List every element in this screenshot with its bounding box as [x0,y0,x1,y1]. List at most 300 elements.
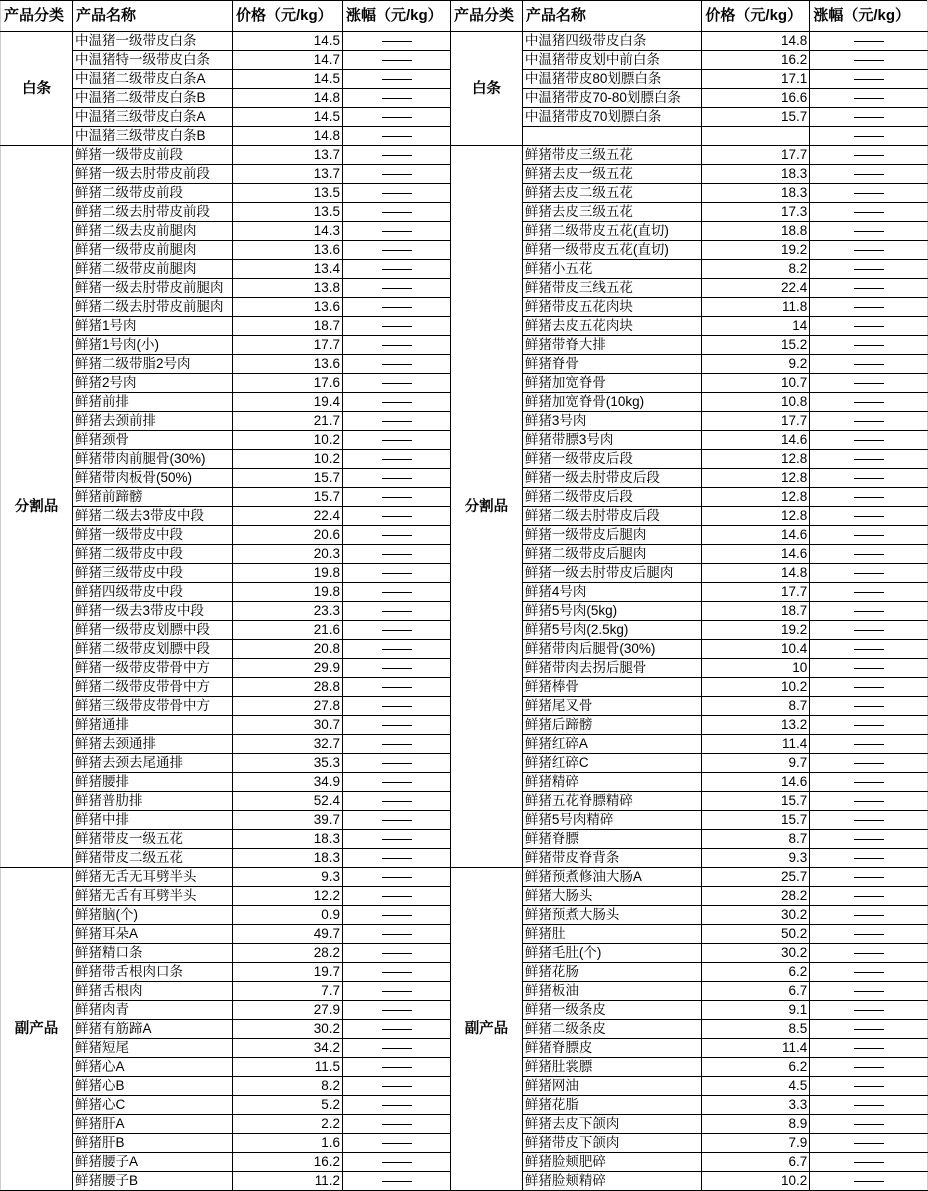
product-name-cell: 鲜猪加宽脊骨 [522,374,702,393]
change-cell [810,773,928,792]
price-cell: 8.2 [702,260,810,279]
dash-placeholder-icon [382,592,412,593]
dash-placeholder-icon [382,782,412,783]
change-cell [343,507,451,526]
price-cell: 14.5 [233,108,343,127]
change-cell [343,108,451,127]
price-cell: 18.3 [233,849,343,868]
change-cell [810,51,928,70]
product-name-cell: 鲜猪普肋排 [73,792,233,811]
table-row [451,678,928,697]
change-cell [810,146,928,165]
table-row [451,526,928,545]
change-cell [343,1058,451,1077]
table-row [451,773,928,792]
change-cell [343,1039,451,1058]
table-row [451,735,928,754]
price-table-left [0,0,451,1191]
dash-placeholder-icon [382,1105,412,1106]
dash-placeholder-icon [854,706,884,707]
dash-placeholder-icon [382,136,412,137]
change-cell [343,1001,451,1020]
price-cell: 14.6 [702,773,810,792]
dash-placeholder-icon [854,478,884,479]
change-cell [810,374,928,393]
dash-placeholder-icon [382,573,412,574]
dash-placeholder-icon [382,250,412,251]
change-cell [810,1153,928,1172]
product-name-cell: 中温猪带皮70-80划膘白条 [522,89,702,108]
product-name-cell: 鲜猪一级带皮划膘中段 [73,621,233,640]
dash-placeholder-icon [382,896,412,897]
dash-placeholder-icon [382,1181,412,1182]
change-cell [343,925,451,944]
product-name-cell: 鲜猪腰子B [73,1172,233,1191]
dash-placeholder-icon [382,345,412,346]
product-name-cell: 鲜猪带皮下颌肉 [522,1134,702,1153]
dash-placeholder-icon [854,782,884,783]
product-name-cell: 鲜猪网油 [522,1077,702,1096]
change-cell [810,108,928,127]
product-name-cell: 鲜猪去皮下颌肉 [522,1115,702,1134]
price-cell: 12.8 [702,507,810,526]
dash-placeholder-icon [854,212,884,213]
change-cell [343,1115,451,1134]
change-cell [810,963,928,982]
dash-placeholder-icon [854,554,884,555]
table-row [451,70,928,89]
category-cell: 副产品 [451,868,523,1191]
change-cell [810,526,928,545]
table-row [451,1058,928,1077]
change-cell [343,298,451,317]
dash-placeholder-icon [854,41,884,42]
dash-placeholder-icon [382,459,412,460]
product-name-cell: 鲜猪一级去肘带皮后段 [522,469,702,488]
change-cell [810,89,928,108]
product-name-cell: 鲜猪一级带皮带骨中方 [73,659,233,678]
change-cell [343,317,451,336]
table-row [1,146,451,165]
table-row [451,1096,928,1115]
product-name-cell: 鲜猪前蹄髈 [73,488,233,507]
price-cell: 35.3 [233,754,343,773]
table-row [451,355,928,374]
change-cell [810,792,928,811]
price-cell: 10.8 [702,393,810,412]
product-name-cell: 鲜猪带皮五花肉块 [522,298,702,317]
dash-placeholder-icon [382,991,412,992]
price-cell: 52.4 [233,792,343,811]
price-cell: 20.8 [233,640,343,659]
table-row [451,1153,928,1172]
change-cell [810,279,928,298]
table-row [451,906,928,925]
dash-placeholder-icon [854,1029,884,1030]
dash-placeholder-icon [382,288,412,289]
product-name-cell: 鲜猪精口条 [73,944,233,963]
product-name-cell: 鲜猪精碎 [522,773,702,792]
dash-placeholder-icon [854,896,884,897]
product-name-cell: 鲜猪肝A [73,1115,233,1134]
change-cell [343,545,451,564]
price-cell: 10.2 [702,678,810,697]
price-cell: 7.7 [233,982,343,1001]
dash-placeholder-icon [382,763,412,764]
dash-placeholder-icon [382,668,412,669]
change-cell [810,982,928,1001]
price-cell: 2.2 [233,1115,343,1134]
change-cell [810,811,928,830]
change-cell [343,887,451,906]
dash-placeholder-icon [382,231,412,232]
dash-placeholder-icon [382,383,412,384]
price-cell: 13.7 [233,146,343,165]
change-cell [343,222,451,241]
table-row [451,1172,928,1191]
table-row [451,108,928,127]
product-name-cell: 鲜猪一级去肘带皮前腿肉 [73,279,233,298]
product-name-cell: 鲜猪一级带皮中段 [73,526,233,545]
product-name-cell: 鲜猪三级带皮中段 [73,564,233,583]
change-cell [343,165,451,184]
change-cell [810,431,928,450]
table-row [451,944,928,963]
dash-placeholder-icon [854,535,884,536]
price-cell: 14.8 [233,89,343,108]
change-cell [343,583,451,602]
change-cell [810,830,928,849]
change-cell [343,564,451,583]
price-cell: 17.7 [702,583,810,602]
dash-placeholder-icon [854,60,884,61]
change-cell [810,1077,928,1096]
dash-placeholder-icon [854,98,884,99]
dash-placeholder-icon [854,155,884,156]
change-cell [343,526,451,545]
product-name-cell: 鲜猪二级带皮划膘中段 [73,640,233,659]
product-name-cell: 鲜猪一级去肘带皮后腿肉 [522,564,702,583]
table-row [451,317,928,336]
price-cell: 21.6 [233,621,343,640]
dash-placeholder-icon [382,687,412,688]
price-cell: 20.6 [233,526,343,545]
change-cell [343,336,451,355]
price-cell: 14.6 [702,431,810,450]
product-name-cell: 鲜猪一级条皮 [522,1001,702,1020]
dash-placeholder-icon [854,668,884,669]
table-row [451,127,928,146]
change-cell [343,70,451,89]
table-row [451,507,928,526]
price-cell: 12.8 [702,450,810,469]
change-cell [343,1134,451,1153]
price-cell [702,127,810,146]
change-cell [810,583,928,602]
table-row [451,640,928,659]
change-cell [343,773,451,792]
left-table-container [0,0,451,1191]
product-name-cell: 鲜猪尾叉骨 [522,697,702,716]
change-cell [810,203,928,222]
dash-placeholder-icon [382,326,412,327]
product-name-cell: 鲜猪3号肉 [522,412,702,431]
dash-placeholder-icon [382,307,412,308]
product-name-cell: 鲜猪二级带皮五花(直切) [522,222,702,241]
dash-placeholder-icon [854,1010,884,1011]
product-name-cell: 鲜猪一级带皮后段 [522,450,702,469]
price-cell: 8.5 [702,1020,810,1039]
dash-placeholder-icon [854,402,884,403]
price-cell: 15.7 [702,108,810,127]
dash-placeholder-icon [854,193,884,194]
dash-placeholder-icon [382,972,412,973]
change-cell [810,507,928,526]
price-cell: 15.7 [702,792,810,811]
product-name-cell: 中温猪三级带皮白条B [73,127,233,146]
price-cell: 14.8 [233,127,343,146]
product-name-cell: 中温猪二级带皮白条B [73,89,233,108]
price-cell: 13.5 [233,184,343,203]
product-name-cell: 鲜猪去皮一级五花 [522,165,702,184]
dash-placeholder-icon [382,1029,412,1030]
product-name-cell: 鲜猪肉青 [73,1001,233,1020]
price-cell: 18.3 [233,830,343,849]
table-row [451,165,928,184]
change-cell [810,925,928,944]
product-name-cell: 鲜猪去皮五花肉块 [522,317,702,336]
dash-placeholder-icon [854,516,884,517]
category-cell: 白条 [451,32,523,146]
product-name-cell: 鲜猪二级带皮前段 [73,184,233,203]
change-cell [343,735,451,754]
price-cell: 13.5 [233,203,343,222]
price-cell: 13.7 [233,165,343,184]
dash-placeholder-icon [854,440,884,441]
dash-placeholder-icon [382,630,412,631]
product-name-cell: 鲜猪二级带皮后腿肉 [522,545,702,564]
change-cell [810,678,928,697]
product-name-cell: 鲜猪无舌无耳劈半头 [73,868,233,887]
product-name-cell: 鲜猪二级带皮带骨中方 [73,678,233,697]
product-name-cell: 鲜猪心B [73,1077,233,1096]
product-name-cell: 鲜猪心C [73,1096,233,1115]
product-name-cell: 鲜猪二级去皮前腿肉 [73,222,233,241]
product-name-cell: 鲜猪脊骨 [522,355,702,374]
product-name-cell: 鲜猪一级带皮前段 [73,146,233,165]
price-cell: 13.6 [233,298,343,317]
table-row [451,811,928,830]
table-row [451,925,928,944]
change-cell [810,1096,928,1115]
price-cell: 11.5 [233,1058,343,1077]
change-cell [343,412,451,431]
table-row [451,184,928,203]
price-cell: 5.2 [233,1096,343,1115]
price-cell: 9.1 [702,1001,810,1020]
dash-placeholder-icon [382,801,412,802]
table-row [451,1001,928,1020]
price-cell: 8.9 [702,1115,810,1134]
change-cell [810,412,928,431]
change-cell [810,70,928,89]
product-name-cell: 鲜猪红碎C [522,754,702,773]
dash-placeholder-icon [382,212,412,213]
price-cell: 19.2 [702,621,810,640]
price-cell: 34.2 [233,1039,343,1058]
change-cell [810,621,928,640]
product-name-cell: 鲜猪带皮一级五花 [73,830,233,849]
change-cell [343,89,451,108]
price-cell: 19.7 [233,963,343,982]
product-name-cell: 中温猪带皮80划膘白条 [522,70,702,89]
price-cell: 7.9 [702,1134,810,1153]
change-cell [810,545,928,564]
price-cell: 11.4 [702,735,810,754]
product-name-cell: 鲜猪去颈去尾通排 [73,754,233,773]
change-cell [810,659,928,678]
dash-placeholder-icon [854,1143,884,1144]
price-cell: 19.8 [233,583,343,602]
dash-placeholder-icon [382,440,412,441]
product-name-cell: 鲜猪2号肉 [73,374,233,393]
dash-placeholder-icon [854,820,884,821]
price-cell: 10 [702,659,810,678]
change-cell [343,944,451,963]
change-cell [343,260,451,279]
table-row [451,697,928,716]
table-row [451,963,928,982]
change-cell [810,184,928,203]
product-name-cell: 鲜猪后蹄髈 [522,716,702,735]
product-name-cell: 鲜猪带肉后腿骨(30%) [522,640,702,659]
dash-placeholder-icon [382,41,412,42]
dash-placeholder-icon [854,801,884,802]
product-name-cell: 鲜猪肝B [73,1134,233,1153]
table-row [451,1077,928,1096]
product-name-cell: 鲜猪一级去肘带皮前段 [73,165,233,184]
price-cell: 29.9 [233,659,343,678]
product-name-cell: 鲜猪板油 [522,982,702,1001]
table-row [451,279,928,298]
dash-placeholder-icon [854,364,884,365]
price-cell: 30.2 [233,1020,343,1039]
change-cell [810,355,928,374]
table-row [451,89,928,108]
table-row [451,374,928,393]
change-cell [343,184,451,203]
price-cell: 9.3 [233,868,343,887]
change-cell [810,1020,928,1039]
header-category: 产品分类 [451,1,523,32]
dash-placeholder-icon [382,174,412,175]
category-cell: 分割品 [1,146,73,868]
product-name-cell: 鲜猪5号肉(2.5kg) [522,621,702,640]
price-cell: 17.7 [702,412,810,431]
product-name-cell: 鲜猪脸颊肥碎 [522,1153,702,1172]
dash-placeholder-icon [382,725,412,726]
product-name-cell: 鲜猪5号肉(5kg) [522,602,702,621]
price-cell: 16.2 [233,1153,343,1172]
product-name-cell: 鲜猪一级去3带皮中段 [73,602,233,621]
change-cell [343,1020,451,1039]
change-cell [343,792,451,811]
product-name-cell: 鲜猪棒骨 [522,678,702,697]
price-cell: 17.6 [233,374,343,393]
product-name-cell: 鲜猪去皮二级五花 [522,184,702,203]
header-row [1,1,451,32]
header-name: 产品名称 [522,1,702,32]
change-cell [343,659,451,678]
price-cell: 50.2 [702,925,810,944]
dash-placeholder-icon [854,288,884,289]
change-cell [810,640,928,659]
dash-placeholder-icon [382,478,412,479]
product-name-cell: 鲜猪肚 [522,925,702,944]
product-name-cell: 鲜猪腰子A [73,1153,233,1172]
table-row [451,564,928,583]
change-cell [810,393,928,412]
price-cell: 10.2 [233,450,343,469]
price-cell: 19.8 [233,564,343,583]
dash-placeholder-icon [854,953,884,954]
table-row [451,621,928,640]
price-cell: 6.2 [702,963,810,982]
product-name-cell: 鲜猪心A [73,1058,233,1077]
table-row [1,868,451,887]
dash-placeholder-icon [382,1067,412,1068]
price-cell: 10.2 [702,1172,810,1191]
dash-placeholder-icon [382,497,412,498]
table-row [451,849,928,868]
dash-placeholder-icon [382,269,412,270]
product-name-cell: 鲜猪带肉前腿骨(30%) [73,450,233,469]
product-name-cell: 鲜猪一级带皮五花(直切) [522,241,702,260]
price-cell: 11.4 [702,1039,810,1058]
product-name-cell: 鲜猪毛肚(个) [522,944,702,963]
product-name-cell: 鲜猪带舌根肉口条 [73,963,233,982]
table-row [451,260,928,279]
table-row [451,412,928,431]
price-cell: 27.9 [233,1001,343,1020]
price-cell: 18.8 [702,222,810,241]
change-cell [810,1134,928,1153]
product-name-cell: 中温猪四级带皮白条 [522,32,702,51]
dash-placeholder-icon [382,1124,412,1125]
product-name-cell: 鲜猪大肠头 [522,887,702,906]
product-name-cell: 鲜猪中排 [73,811,233,830]
dash-placeholder-icon [854,592,884,593]
product-name-cell: 鲜猪脑(个) [73,906,233,925]
product-name-cell: 鲜猪带皮脊背条 [522,849,702,868]
change-cell [343,469,451,488]
price-cell: 23.3 [233,602,343,621]
table-row [451,488,928,507]
header-price: 价格（元/kg） [702,1,810,32]
price-cell: 17.7 [702,146,810,165]
table-row [451,146,928,165]
product-name-cell: 鲜猪二级带皮中段 [73,545,233,564]
product-name-cell: 鲜猪脊膘皮 [522,1039,702,1058]
product-name-cell: 中温猪二级带皮白条A [73,70,233,89]
dash-placeholder-icon [854,725,884,726]
dash-placeholder-icon [854,763,884,764]
dash-placeholder-icon [382,1048,412,1049]
price-cell: 15.7 [233,469,343,488]
change-cell [343,127,451,146]
dash-placeholder-icon [854,858,884,859]
price-cell: 25.7 [702,868,810,887]
